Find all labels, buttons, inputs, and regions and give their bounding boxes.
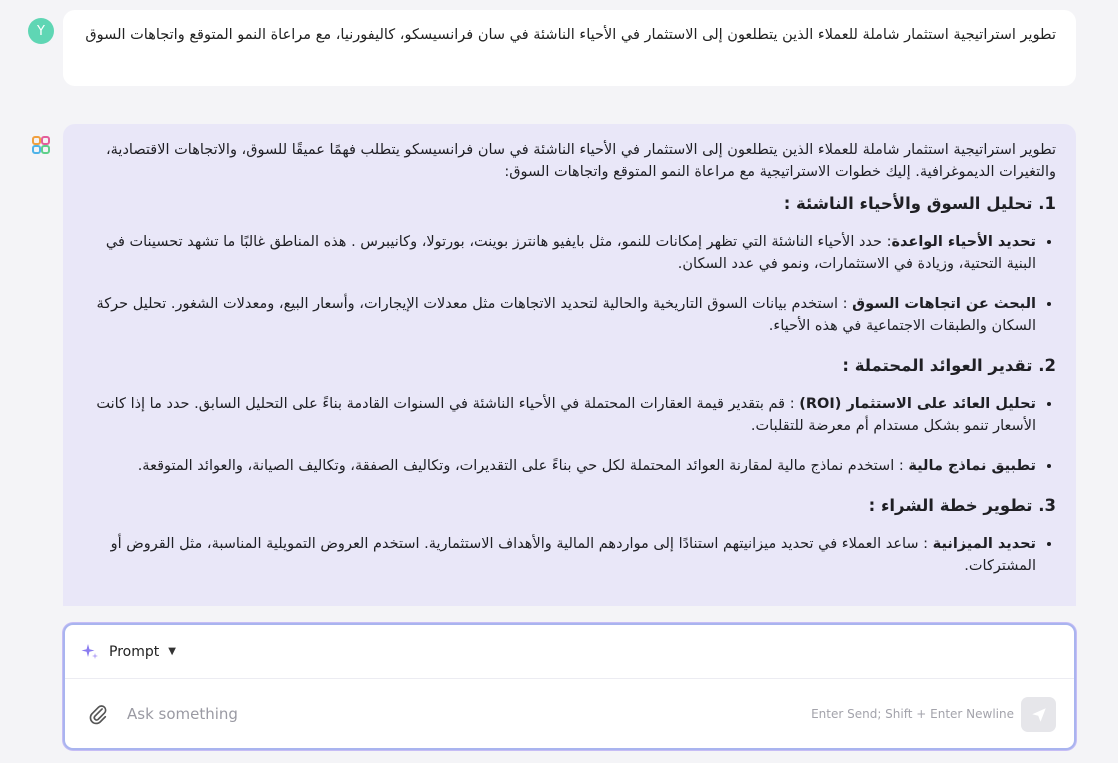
user-message-row <box>28 10 1076 88</box>
section-list <box>83 533 1056 577</box>
section-heading: 2. تقدير العوائد المحتملة : <box>842 356 1056 375</box>
scroll-fade <box>63 586 1076 606</box>
list-item-title: تحديد الأحياء الواعدة <box>891 234 1036 250</box>
composer-input-area <box>65 679 1074 748</box>
section-heading: 1. تحليل السوق والأحياء الناشئة : <box>783 194 1056 213</box>
list-item-title: البحث عن اتجاهات السوق <box>852 296 1036 312</box>
list-item-text: : استخدم نماذج مالية لمقارنة العوائد المحتملة لكل حي بناءً على التقديرات، وتكاليف الصفقة، وتكاليف الصيانة، والعوائد المتوقعة. <box>137 458 909 474</box>
list-item <box>83 393 1036 437</box>
send-button[interactable] <box>1021 697 1056 732</box>
composer <box>63 623 1076 750</box>
user-avatar: Y <box>28 18 54 44</box>
send-hint: Enter Send; Shift + Enter Newline <box>811 707 1014 721</box>
prompt-mode-label: Prompt <box>109 643 160 660</box>
list-item <box>83 231 1036 275</box>
sparkle-icon <box>81 643 99 661</box>
list-item <box>83 293 1036 337</box>
list-item-text: : استخدم بيانات السوق التاريخية والحالية لتحديد الاتجاهات مثل معدلات الإيجارات، وأسعار البيع، ومعدلات الشغور. تحليل حركة السكان والطبقات الاجتماعية في هذه الأحياء. <box>96 296 1036 334</box>
list-item-text: : حدد الأحياء الناشئة التي تظهر إمكانات للنمو، مثل بايفيو هانترز بوينت، بورتولا، وكانيبرس . هذه المناطق غالبًا ما تشهد تحسينات في البنية التحتية، وزيادة في الاستثمارات، ونمو في عدد السكان. <box>105 234 1036 272</box>
list-item <box>83 533 1036 577</box>
section-list <box>83 231 1056 337</box>
user-message-bubble: تطوير استراتيجية استثمار شاملة للعملاء الذين يتطلعون إلى الاستثمار في الأحياء الناشئة في سان فرانسيسكو، كاليفورنيا، مع مراعاة النمو المتوقع واتجاهات السوق <box>63 10 1076 86</box>
prompt-mode-selector[interactable] <box>65 625 1074 679</box>
assistant-message-bubble <box>63 124 1076 606</box>
list-item-text: : قم بتقدير قيمة العقارات المحتملة في الأحياء الناشئة في السنوات القادمة بناءً على التحليل السابق. حدد ما إذا كانت الأسعار تنمو بشكل مستدام أم معرضة للتقلبات. <box>96 396 1036 434</box>
assistant-intro: تطوير استراتيجية استثمار شاملة للعملاء الذين يتطلعون إلى الاستثمار في الأحياء الناشئة في سان فرانسيسكو يتطلب فهمًا عميقًا للسوق، والاتجاهات الاقتصادية، والتغيرات الديموغرافية. إليك خطوات الاستراتيجية مع مراعاة النمو المتوقع واتجاهات السوق: <box>105 142 1056 180</box>
assistant-message-row <box>28 124 1076 606</box>
assistant-logo-icon <box>30 134 52 156</box>
paperclip-icon[interactable] <box>87 703 109 725</box>
ask-input[interactable] <box>127 701 727 727</box>
section-heading: 3. تطوير خطة الشراء : <box>868 496 1056 515</box>
list-item-title: تحديد الميزانية <box>932 536 1036 552</box>
list-item-title: تطبيق نماذج مالية <box>908 458 1036 474</box>
list-item-title: تحليل العائد على الاستثمار (ROI) <box>799 396 1036 412</box>
list-item <box>83 455 1036 477</box>
list-item-text: : ساعد العملاء في تحديد ميزانيتهم استنادًا إلى مواردهم المالية والأهداف الاستثمارية. استخدم العروض التمويلية المناسبة، مثل القروض أو المشتركات. <box>110 536 1036 574</box>
send-icon <box>1030 706 1048 724</box>
caret-down-icon: ▼ <box>168 646 176 657</box>
section-list <box>83 393 1056 477</box>
